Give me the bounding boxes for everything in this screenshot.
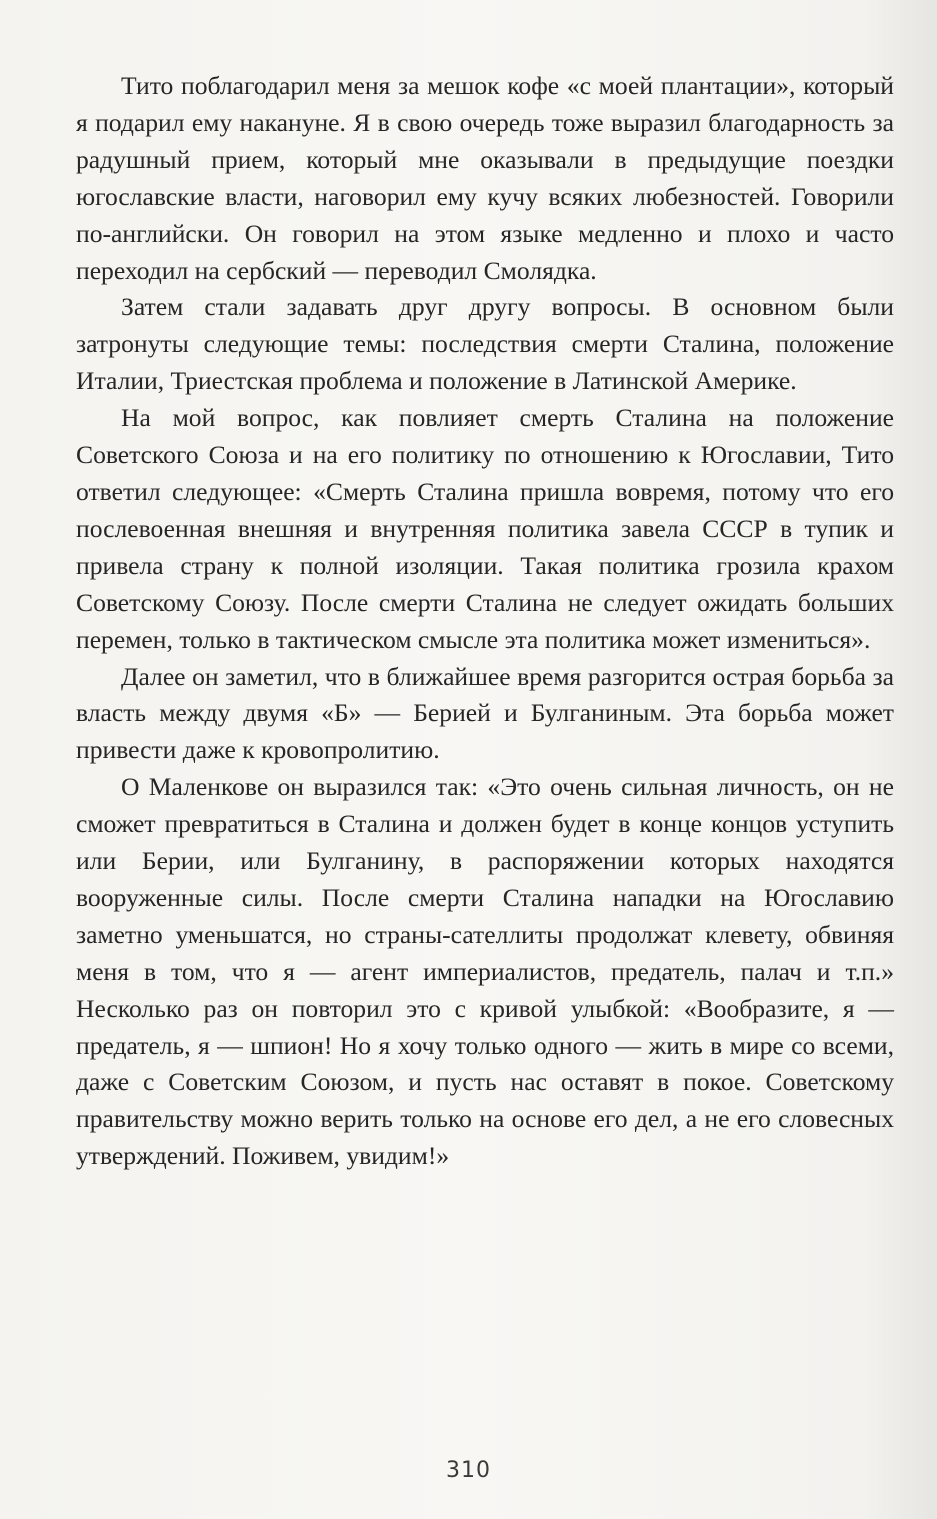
paragraph-5: О Маленкове он выразился так: «Это очень сильная личность, он не сможет превратиться в Сталина и должен будет в конце концов уступить или Берии, или Булганину, в распоряжении которых находятся вооруженные силы. После смерти Сталина нападки на Югославию заметно уменьшатся, но страны-сателлиты продолжат клевету, обвиняя меня в том, что я — агент империалистов, предатель, палач и т.п.» Несколько раз он повторил это с кривой улыбкой: «Вообразите, я — предатель, я — шпион! Но я хочу только одного — жить в мире со всеми, даже с Советским Союзом, и пусть нас оставят в покое. Советскому правительству можно верить только на основе его дел, а не его словесных утверждений. Поживем, увидим!» [76, 772, 894, 1171]
paragraph-1: Тито поблагодарил меня за мешок кофе «с моей плантации», который я подарил ему накануне. Я в свою очередь тоже выразил благодарность за радушный прием, который мне оказывали в предыдущие поездки югославские власти, наговорил ему кучу всяких любезностей. Говорили по-английски. Он говорил на этом языке медленно и плохо и часто переходил на сербский — переводил Смолядка. [76, 71, 894, 285]
paragraph-3: На мой вопрос, как повлияет смерть Сталина на положение Советского Союза и на его политику по отношению к Югославии, Тито ответил следующее: «Смерть Сталина пришла вовремя, потому что его послевоенная внешняя и внутренняя политика завела СССР в тупик и привела страну к полной изоляции. Такая политика грозила крахом Советскому Союзу. После смерти Сталина не следует ожидать больших перемен, только в тактическом смысле эта политика может измениться». [76, 403, 894, 654]
page-body-text [76, 68, 894, 1175]
page-number: 310 [446, 1458, 491, 1483]
paragraph-4: Далее он заметил, что в ближайшее время разгорится острая борьба за власть между двумя «Б» — Берией и Булганиным. Эта борьба может привести даже к кровопролитию. [76, 661, 894, 765]
paragraph-2: Затем стали задавать друг другу вопросы. В основном были затронуты следующие темы: последствия смерти Сталина, положение Италии, Триестская проблема и положение в Латинской Америке. [76, 292, 894, 396]
